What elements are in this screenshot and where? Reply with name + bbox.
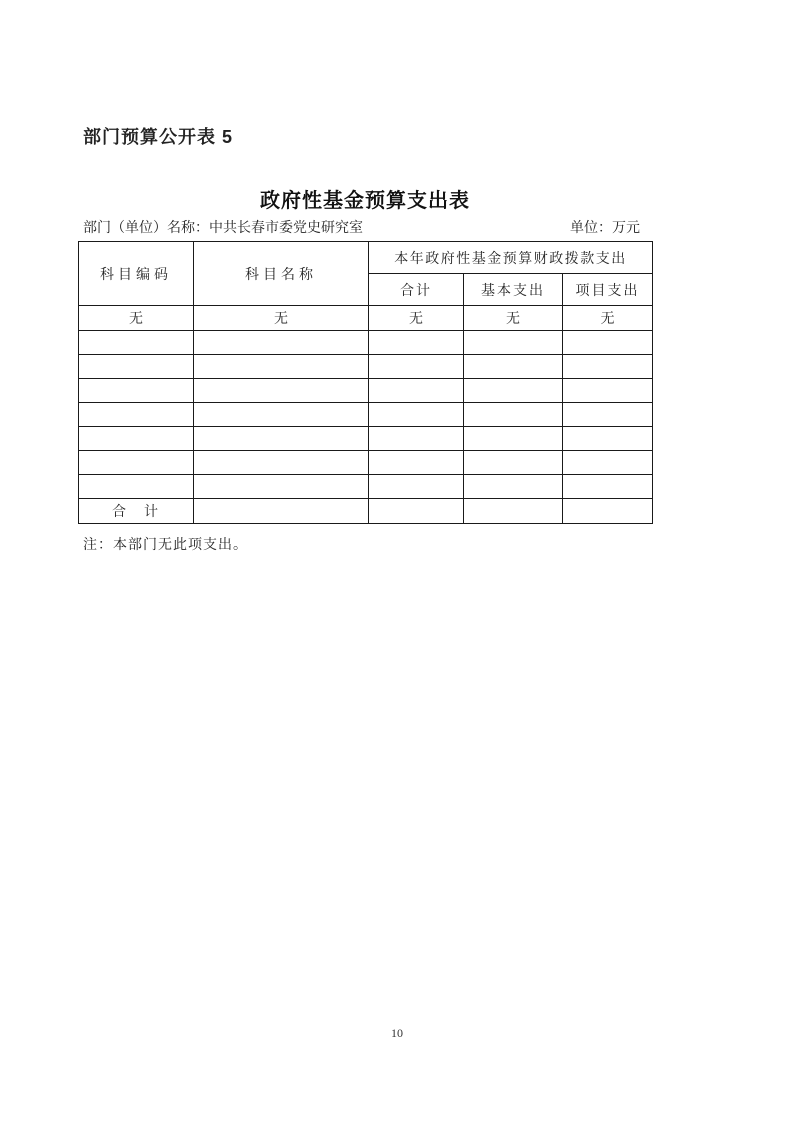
column-header-project-expenditure: 项目支出 [563,274,653,306]
table-row [79,355,653,379]
form-number-label: 部门预算公开表 5 [83,127,234,147]
table-cell [563,355,653,379]
table-cell [194,427,369,451]
table-row [79,475,653,499]
table-cell [464,355,563,379]
table-cell [194,379,369,403]
table-cell [79,451,194,475]
table-cell [563,451,653,475]
table-cell: 无 [79,306,194,331]
table-cell [369,475,464,499]
table-cell: 无 [563,306,653,331]
table-header [79,242,653,306]
table-cell [79,403,194,427]
table-row [79,427,653,451]
table-body [79,306,653,499]
table-cell [194,403,369,427]
page-number: 10 [391,1026,403,1040]
table-cell [369,451,464,475]
table-cell: 无 [194,306,369,331]
table-cell [194,475,369,499]
table-cell [563,379,653,403]
table-cell [464,379,563,403]
table-cell [79,475,194,499]
column-header-total: 合计 [369,274,464,306]
table-cell [464,451,563,475]
column-header-subject-code: 科目编码 [79,242,194,306]
table-footer [79,499,653,524]
total-row [79,499,653,524]
footnote: 注：本部门无此项支出。 [83,538,248,553]
table-cell [563,331,653,355]
table-cell: 无 [464,306,563,331]
table-cell [369,331,464,355]
table-cell [369,427,464,451]
budget-table [78,241,653,524]
table-cell [79,379,194,403]
table-row [79,331,653,355]
table-cell [464,403,563,427]
total-row-label: 合 计 [79,499,194,524]
table-cell [79,355,194,379]
table-cell [194,499,369,524]
table-cell [563,499,653,524]
table-cell [369,379,464,403]
column-header-subject-name: 科目名称 [194,242,369,306]
table-cell [194,451,369,475]
table-row [79,451,653,475]
unit-label: 单位：万元 [570,221,640,236]
table-cell [464,427,563,451]
column-header-basic-expenditure: 基本支出 [464,274,563,306]
table-cell [464,475,563,499]
department-name-label: 部门（单位）名称：中共长春市委党史研究室 [83,221,363,236]
table-cell [79,331,194,355]
table-cell [369,355,464,379]
table-cell [464,331,563,355]
header-row-1 [79,242,653,274]
table-cell [563,403,653,427]
table-cell [79,427,194,451]
table-cell [194,355,369,379]
table-row [79,379,653,403]
table-meta-row [83,217,640,237]
table-cell: 无 [369,306,464,331]
table-row [79,306,653,331]
table-cell [369,403,464,427]
page-title: 政府性基金预算支出表 [260,190,470,212]
table-cell [464,499,563,524]
table-cell [563,475,653,499]
column-group-header-fund-expenditure: 本年政府性基金预算财政拨款支出 [369,242,653,274]
table-cell [563,427,653,451]
table-cell [194,331,369,355]
table-cell [369,499,464,524]
table-row [79,403,653,427]
